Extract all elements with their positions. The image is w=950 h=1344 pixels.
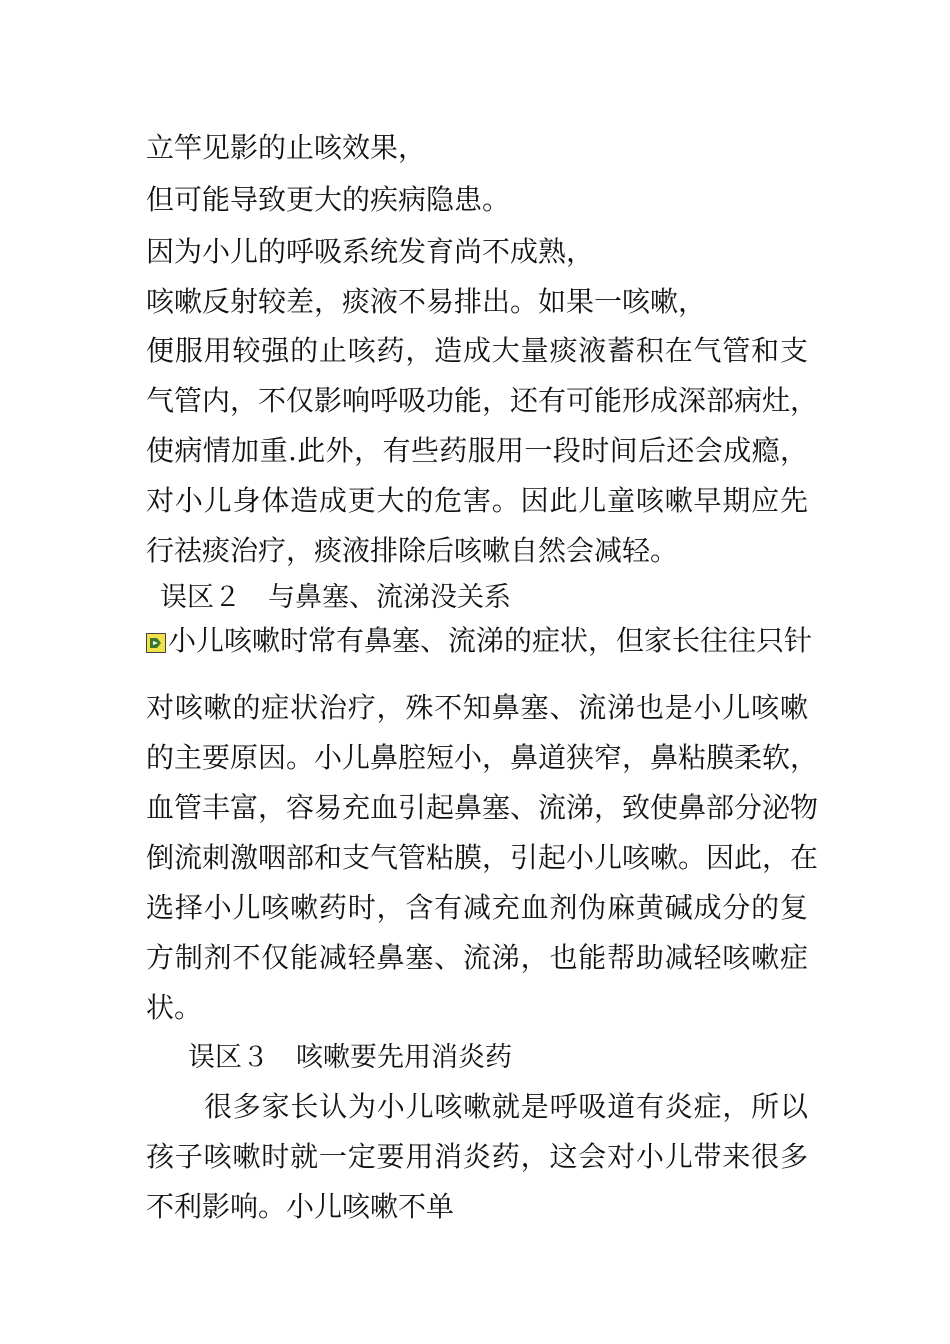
text-line: 对咳嗽的症状治疗，殊不知鼻塞、流涕也是小儿咳嗽 (146, 691, 808, 724)
text-line: 方制剂不仅能减轻鼻塞、流涕，也能帮助减轻咳嗽症 (146, 941, 808, 974)
text-line: 小儿咳嗽时常有鼻塞、流涕的症状，但家长往往只针 (168, 624, 813, 657)
text-line: 因为小儿的呼吸系统发育尚不成熟， (146, 235, 595, 268)
document-icon (146, 633, 166, 653)
text-line: 但可能导致更大的疾病隐患。 (146, 183, 511, 216)
text-line: 的主要原因。小儿鼻腔短小，鼻道狭窄，鼻粘膜柔软， (146, 741, 819, 774)
text-line: 血管丰富，容易充血引起鼻塞、流涕，致使鼻部分泌物 (146, 791, 819, 824)
section-heading-2: 误区２ 与鼻塞、流涕没关系 (160, 582, 511, 613)
text-line: 气管内，不仅影响呼吸功能，还有可能形成深部病灶， (146, 384, 819, 417)
text-line: 使病情加重.此外，有些药服用一段时间后还会成瘾， (146, 434, 808, 467)
text-line: 倒流刺激咽部和支气管粘膜，引起小儿咳嗽。因此，在 (146, 841, 819, 874)
text-line: 孩子咳嗽时就一定要用消炎药，这会对小儿带来很多 (146, 1140, 808, 1173)
text-line: 立竿见影的止咳效果， (146, 131, 427, 164)
text-line: 不利影响。小儿咳嗽不单 (146, 1190, 455, 1223)
section-heading-3: 误区３ 咳嗽要先用消炎药 (188, 1042, 512, 1073)
text-line: 状。 (146, 991, 203, 1024)
text-line: 行祛痰治疗，痰液排除后咳嗽自然会减轻。 (146, 534, 679, 567)
text-line: 便服用较强的止咳药，造成大量痰液蓄积在气管和支 (146, 334, 808, 367)
text-line: 咳嗽反射较差，痰液不易排出。如果一咳嗽， (146, 285, 707, 318)
text-line-with-icon (146, 623, 813, 659)
text-line: 选择小儿咳嗽药时，含有减充血剂伪麻黄碱成分的复 (146, 891, 808, 924)
text-line: 对小儿身体造成更大的危害。因此儿童咳嗽早期应先 (146, 484, 808, 517)
text-line: 很多家长认为小儿咳嗽就是呼吸道有炎症，所以 (204, 1090, 808, 1123)
